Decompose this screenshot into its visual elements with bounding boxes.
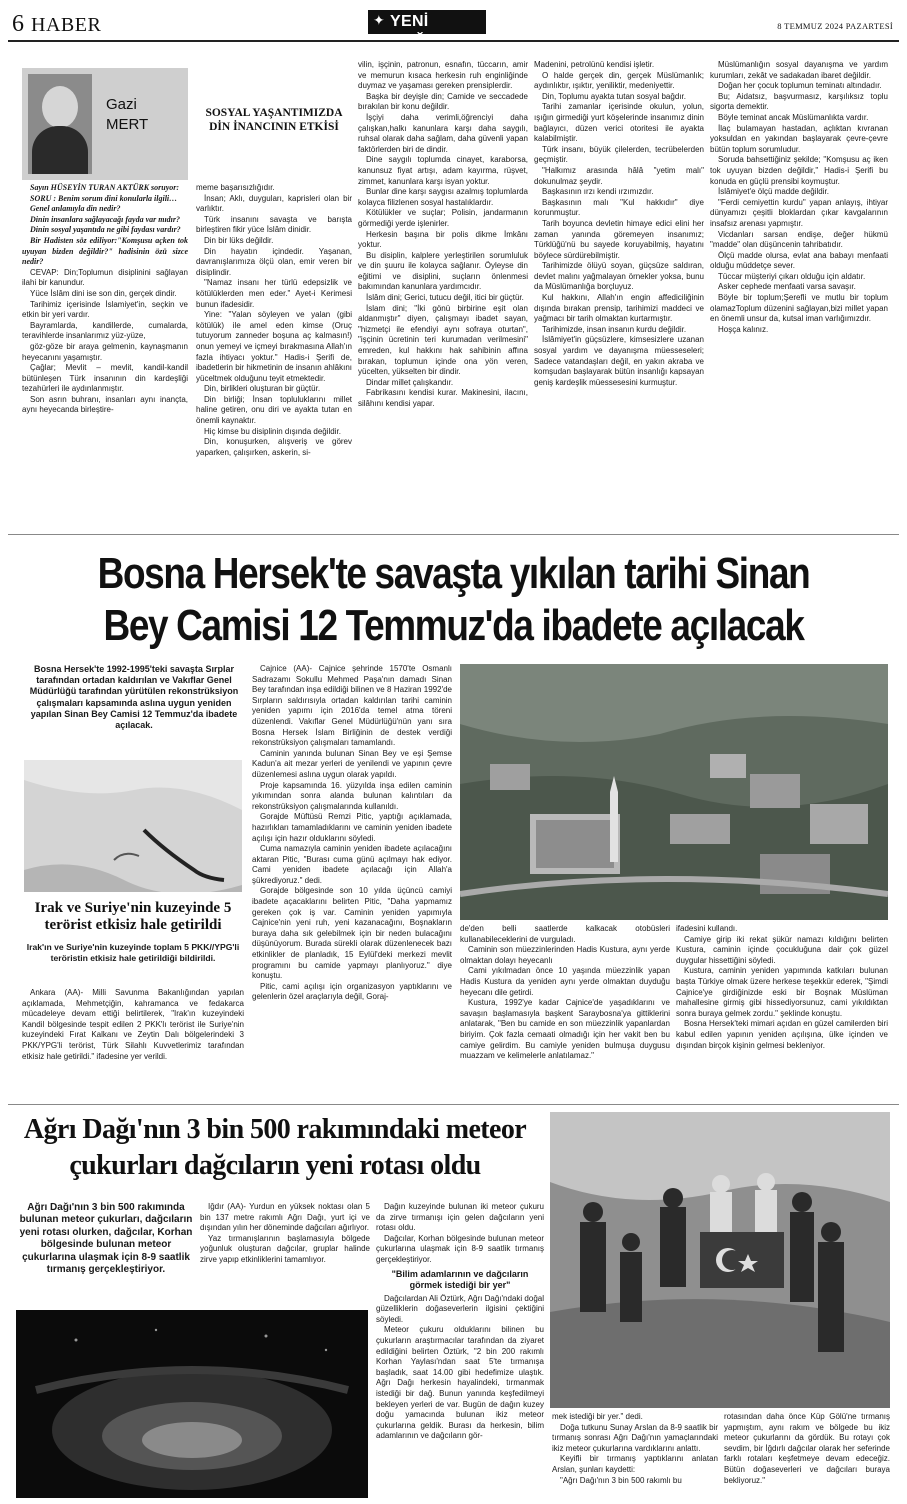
agri-headline-line2: çukurları dağcıların yeni rotası oldu bbox=[69, 1150, 481, 1181]
paragraph: Vicdanları sarsan endişe, değer hükmü "madde" olan düşüncenin tahribatıdır. bbox=[710, 229, 888, 250]
paragraph: Sayın HÜSEYİN TURAN AKTÜRK soruyor: bbox=[30, 183, 180, 192]
paragraph: CEVAP: Din;Toplumun disiplinini sağlayan ilahi bir kanundur. bbox=[22, 267, 188, 288]
section-divider bbox=[8, 534, 899, 535]
paragraph: Pitic, cami açılışı için organizasyon yaptıklarını ve gelenlerin özel araçlarıyla değil, Goraj- bbox=[252, 981, 452, 1002]
paragraph: meme başarısızlığıdır. bbox=[196, 183, 275, 192]
author-box bbox=[22, 68, 188, 180]
paragraph: Bayramlarda, kandillerde, cumalarda, teravihlerde insanlarımız yüz-yüze, bbox=[22, 320, 188, 341]
column-title-line2: DİN İNANCININ ETKİSİ bbox=[209, 121, 339, 133]
paragraph: Son asrın buhranı, insanları aynı inançta, aynı heyecanda birleştire- bbox=[22, 394, 188, 415]
meteor-crater-night-image bbox=[16, 1310, 368, 1498]
meteor-crater-photo bbox=[16, 1310, 368, 1498]
bosnia-headline bbox=[79, 548, 827, 652]
paragraph: Dağın kuzeyinde bulunan iki meteor çukuru da zirve tırmanışı için gelen dağcıların yeni rotası oldu. bbox=[376, 1202, 544, 1233]
paragraph: Fabrikasını kendisi kurar. Makinesini, ilacını, silâhını kendisi yapar. bbox=[358, 388, 528, 408]
paragraph: Dine saygılı toplumda cinayet, karaborsa, kanunsuz fiyat artışı, adam kayırma, rüşvet, zimmet, kanunlara karşı isyan yoktur. bbox=[358, 155, 528, 186]
paragraph: Bunlar dine karşı saygısı azalmış toplumlarda kolayca filizlenen sosyal hastalıklardır. bbox=[358, 187, 528, 207]
paragraph: Dinin insanlara sağlayacağı fayda var mıdır? bbox=[30, 214, 181, 224]
irak-body bbox=[22, 988, 244, 1098]
paragraph: İşçiyi daha verimli,öğrenciyi daha çalışkan,halkı kanunlara karşı daha saygılı, ruhsal olarak daha sağlam, daha güvenli yapan faktörlerden biri de dindir. bbox=[358, 112, 528, 154]
paragraph: Caminin son müezzinlerinden Hadis Kustura, aynı yerde olmaktan dolayı heyecanlı bbox=[460, 945, 670, 965]
paragraph: Yüce İslâm dini ise son din, gerçek dindir. bbox=[30, 288, 177, 298]
paragraph: Dinin sosyal yaşantıda ne gibi faydası vardır? bbox=[30, 225, 181, 235]
paragraph: Kötülükler ve suçlar; Polisin, jandarmanın görmediği yerde işlenirler. bbox=[358, 208, 528, 228]
paragraph: Tarihi zamanlar içerisinde okulun, yolun, ışığın girmediği yurt köşelerinde insanımız dinin bağlayıcı, düzen verici otoritesi ile ayakta kalabilmiştir. bbox=[534, 102, 704, 144]
paragraph: "Namaz insanı her türlü edepsizlik ve kötülüklerden men eder." Ayet-i Kerimesi bunun ifadesidir. bbox=[196, 278, 352, 309]
paragraph: Başka bir deyişle din; Camide ve seccadede bırakılan bir konu değildir. bbox=[358, 91, 528, 112]
paragraph: rotasından daha önce Küp Gölü'ne tırmanış yapmıştım, aynı rakım ve bölgede bu ikiz meteor çukurlarını da gördük. Bu rotayı çok sevdim, bir İğdırlı dağcılar olarak her seferinde farklı rotaları keşfetmeye devam edeceğiz. Bütün doğaseverleri ve dağcıları buraya bekliyoruz." bbox=[724, 1412, 890, 1485]
bosnia-col-b2 bbox=[676, 924, 888, 1098]
paragraph: İlaç bulamayan hastadan, açlıktan kıvranan yoksuldan en yakından başlayarak çevre-çevre bütün toplum sorumludur. bbox=[710, 123, 888, 154]
column-text-col5 bbox=[710, 60, 888, 526]
paragraph: İslâmiyet'in güçsüzlere, kimsesizlere uzanan sosyal yardım ve dayanışma müesseseleri; Sadece vatandaşları değil, en yakın akraba ve komşudan başlayarak bütün insanlığı kapsayan geniş kardeşlik müessesesini kurmuştur. bbox=[534, 335, 704, 387]
author-first-name: Gazi bbox=[106, 96, 137, 113]
column-text-col3 bbox=[358, 60, 528, 526]
logo-emblem-icon: ✦ bbox=[373, 14, 385, 29]
issue-date: 8 TEMMUZ 2024 PAZARTESİ bbox=[777, 21, 893, 31]
bosnia-headline-line2: Bey Camisi 12 Temmuz'da ibadete açılacak bbox=[103, 601, 804, 650]
page-header bbox=[0, 0, 907, 40]
paragraph: Tarihimizde, insan insanın kurdu değildir. bbox=[542, 324, 687, 334]
paragraph: Yaz tırmanışlarının başlamasıyla bölgede yoğunluk oluşturan dağcılar, gruplar halinde zirve yapıp etkinliklerini tamamlıyor. bbox=[200, 1233, 370, 1264]
snow-terrain-image bbox=[24, 760, 242, 892]
paragraph: Cami yıkılmadan önce 10 yaşında müezzinlik yapan Hadis Kustura da yeniden aynı yerde olmaktan duyduğu heyecanı dile getirdi. bbox=[460, 966, 670, 997]
paragraph: İslâmiyet'e ölçü madde değildir. bbox=[718, 187, 829, 197]
paragraph: Iğdır (AA)- Yurdun en yüksek noktası olan 5 bin 137 metre rakımlı Ağrı Dağı, yurt içi ve dışından yılın her döneminde dağcıları ağırlıyor. bbox=[200, 1202, 370, 1233]
paragraph: Ankara (AA)- Milli Savunma Bakanlığından yapılan açıklamada, Mehmetçiğin, kahramanca ve fedakarca mücadeleye devam ettiği belirtilerek, "Irak'ın kuzeyindeki Kandil bölgesinde tespit edilen 2 PKK'lı terörist ile Suriye'nin kuzeyindeki Fırat Kalkanı ve Zeytin Dalı bölgelerindeki 3 PKK/YPG'li terörist, Türk Silahlı Kuvvetlerimiz tarafından etkisiz hale getirildi." ifadesine yer verildi. bbox=[22, 988, 244, 1061]
paragraph: Din birliği; İnsan topluluklarını millet haline getiren, onu diri ve ayakta tutan en önemli kaynaktır. bbox=[196, 394, 352, 426]
agri-spot: Ağrı Dağı'nın 3 bin 500 rakımında bulunan meteor çukurları, dağcıların yeni rotası olurken, dağcılar, Korhan bölgesinde bulunan meteor çukurlarına ulaşmak için 8-9 saatlik tırmanış gerçekleştiriyor. bbox=[19, 1202, 193, 1276]
cajnice-town-aerial-image bbox=[460, 664, 888, 920]
paragraph: Böyle teminat ancak Müslümanlıkta vardır. bbox=[718, 112, 869, 122]
paragraph: İslam dini; "İki gönü birbirine eşit olan aldanmıştır" diyen, çalışmayı ibadet sayan, "hizmetçi ile efendiyi aynı sofraya oturtan", "işçinin ücretinin teri kurumadan verilmesini" emreden, kul hakkını hak sahibinin affına bırakan, toplumun içinde ona yön veren, yücelten, yükselten bir dindir. bbox=[358, 303, 528, 377]
page-number: 6 bbox=[12, 11, 24, 37]
paragraph: Bosna Hersek'teki mimari açıdan en güzel camilerden biri kabul edilen yapının yeniden açılışına, ülke içinden ve dışından birçok kişinin gelmesi bekleniyor. bbox=[676, 1019, 888, 1050]
paragraph: Yine: "Yalan söyleyen ve yalan (gibi kötülük) ile amel eden kimse (Oruç tutuyorum zanneder boşuna aç kalmasın!) onun yemeyi ve içmeyi bırakmasına Allah'ın fazla ihtiyacı yoktur." Hadis-i Şerifi de, ibadetlerin bir hikmetinin de insanın ahlâkını yüceltmek olduğunu teyit etmektedir. bbox=[196, 310, 352, 383]
paragraph: ifadesini kullandı. bbox=[676, 924, 738, 933]
agri-col-b bbox=[376, 1202, 544, 1502]
mosque-photo bbox=[460, 664, 888, 920]
bosnia-col-mid bbox=[252, 664, 452, 1098]
paragraph: Herkesin başına bir polis dikme İmkânı yoktur. bbox=[358, 229, 528, 250]
climbers-photo bbox=[550, 1112, 890, 1408]
header-rule bbox=[8, 40, 899, 42]
paragraph: Müslümanlığın sosyal dayanışma ve yardım kurumları, zekât ve sadakadan ibaret değildir. bbox=[710, 60, 888, 80]
paragraph: Böyle bir toplum;Şerefli ve mutlu bir toplum olamazToplum düzenini sağlayan,bizi millet yapan en önemli unsur da, kutsal iman varlığımızdır. bbox=[710, 293, 888, 324]
column-text-col1 bbox=[22, 183, 188, 526]
climbers-with-flag-image bbox=[550, 1112, 890, 1408]
agri-headline-line1: Ağrı Dağı'nın 3 bin 500 rakımındaki meteor bbox=[23, 1114, 527, 1145]
paragraph: Tarih boyunca devletin himaye edici elini her zaman yanında göremeyen insanımız; Türklüğü'nü bu sayede koruyabilmiş, hayatını böylece sürdürebilmiştir. bbox=[534, 218, 704, 260]
paragraph: Proje kapsamında 16. yüzyılda inşa edilen caminin yıkımından sonra alanda bulunan kalıntıları da rekonstrüksiyon çalışmalarında kullanıldı. bbox=[252, 780, 452, 811]
paragraph: Bir Hadisten söz ediliyor:"Komşusu açken tok uyuyan bizden değildir?" hadisinin özü sizce nedir? bbox=[22, 235, 188, 267]
bosnia-col-b1 bbox=[460, 924, 670, 1098]
paragraph: Asker cephede menfaati varsa savaşır. bbox=[718, 282, 856, 292]
irak-headline: Irak ve Suriye'nin kuzeyinde 5 terörist etkisiz hale getirildi bbox=[34, 900, 232, 933]
paragraph: Gorajde Müftüsü Remzi Pitic, yaptığı açıklamada, hazırlıkları tamamladıklarını ve caminin yeniden ibadete açılışı için hazır olduklarını söyledi. bbox=[252, 812, 452, 843]
paragraph: Kustura, 1992'ye kadar Cajnice'de yaşadıklarını ve savaşın başlamasıyla başkent Saraybosna'ya gittiklerini anlatarak, "Ben bu camide en son müezzinlik yapanlardan biriyim. Çok fazla cemaati olmadığı için her vakit ben bu camiye gelirdim. Bu camiyle yeniden bulmuşa duygusu muazzam ve kelimelerle anlatılamaz." bbox=[460, 998, 670, 1061]
paragraph: Hoşça kalınız. bbox=[718, 324, 769, 334]
paragraph: SORU : Benim sorum dini konularla ilgili… bbox=[30, 193, 178, 203]
paragraph: İslâm dini; Gerici, tutucu değil, itici bir güçtür. bbox=[366, 293, 524, 303]
paragraph: Keyifli bir tırmanış yaptıklarını anlatan Arslan, şunları kaydetti: bbox=[552, 1454, 718, 1474]
paragraph: Doğa tutkunu Sunay Arslan da 8-9 saatlik bir tırmanış sonrası Ağrı Dağı'nın yamaçlarındaki ikiz meteor çukurlarına vardıklarını anlattı. bbox=[552, 1422, 718, 1453]
column-text-col4 bbox=[534, 60, 704, 526]
agri-headline bbox=[8, 1112, 542, 1184]
paragraph: Ölçü madde olursa, evlat ana babayı menfaati olduğu müddetçe sever. bbox=[710, 250, 888, 271]
column-text-col2 bbox=[196, 183, 352, 526]
paragraph: İnsan; Aklı, duyguları, kaprisleri olan bir varlıktır. bbox=[196, 193, 352, 214]
agri-col-d bbox=[724, 1412, 890, 1502]
paragraph: Din, konuşurken, alışveriş ve görev yaparken, çalışırken, askerin, si- bbox=[196, 437, 352, 457]
paragraph: Dağcılardan Ali Öztürk, Ağrı Dağı'ndaki doğal güzelliklerin doğaseverlerin ilgisini çektiğini söyledi. bbox=[376, 1293, 544, 1324]
paragraph: Dindar millet çalışkandır. bbox=[366, 377, 454, 387]
paragraph: O halde gerçek din, gerçek Müslümanlık; aydınlıktır, ışıktır, yeniliktir, medeniyettir. bbox=[534, 70, 704, 91]
agri-subhead: "Bilim adamlarının ve dağcıların görmek istediği bir yer" bbox=[391, 1268, 529, 1290]
bosnia-headline-line1: Bosna Hersek'te savaşta yıkılan tarihi Sinan bbox=[97, 549, 810, 598]
paragraph: Camiye girip iki rekat şükür namazı kıldığını belirten Kustura, caminin içinde çocukluğuna dair çok güzel duygular hissettiğini söyledi. bbox=[676, 934, 888, 965]
paragraph: Türk insanı, büyük çilelerden, tecrübelerden geçmiştir. bbox=[534, 144, 704, 165]
paragraph: Cajnice (AA)- Cajnice şehrinde 1570'te Osmanlı Sadrazamı Sokullu Mehmed Paşa'nın damadı Sinan Bey tarafından inşa edildiği bilinen ve 8 Haziran 1992'de Sırpların saldırısıyla ortadan kaldırılan tarihi caminin yeniden yapımı için 2016'da temel atma töreni düzenlendi. Vakıflar Genel Müdürlüğü'nün yanı sıra Bosna Hersek İslam Birliğinin de destek verdiği rekonstrüksiyon çalışmaları tamamlandı. bbox=[252, 664, 452, 748]
paragraph: Soruda bahsettiğiniz şekilde; "Komşusu aç iken tok uyuyan bizden değildir," Hadis-i Şerifi bu konuda en güçlü prensibi koymuştur. bbox=[710, 155, 888, 186]
paragraph: "Halkımız arasında hâlâ "yetim malı" dokunulmaz şeydir. bbox=[534, 165, 704, 186]
column-title bbox=[196, 106, 352, 134]
paragraph: Din, Toplumu ayakta tutan sosyal bağdır. bbox=[542, 91, 686, 101]
paragraph: Hiç kimse bu disiplinin dışında değildir. bbox=[204, 426, 341, 436]
paragraph: Din bir lüks değildir. bbox=[204, 235, 274, 245]
paragraph: Din hayatın içindedir. Yaşanan, davranışlarımıza ölçü olan, emir veren bir disiplindir. bbox=[196, 246, 352, 277]
agri-col-a bbox=[200, 1202, 370, 1306]
paragraph: "Ferdi cemiyettin kurdu" yapan anlayış, ihtiyar dünyamızı çeşitli bloklardan çıkar kavgalarının insafsız arenası yapmıştır. bbox=[710, 197, 888, 228]
paragraph: mek istediği bir yer." dedi. bbox=[552, 1412, 643, 1421]
paragraph: vilin, işçinin, patronun, esnafın, tüccarın, amir ve memurun kısaca herkesin ruh enginliğinde duymaz ve yaşaması gereken prensiplerdir. bbox=[358, 60, 528, 91]
irak-photo bbox=[24, 760, 242, 892]
paragraph: Başkasının ırzı kendi ırzımızdır. bbox=[542, 187, 654, 197]
agri-col-c bbox=[552, 1412, 718, 1502]
paragraph: Bu; Aidatsız, başvurmasız, karşılıksız toplu sigorta demektir. bbox=[710, 91, 888, 112]
paragraph: Meteor çukuru olduklarını bilinen bu çukurların araştırmacılar tarafından da ziyaret edildiğini belirten Öztürk, "2 bin 200 rakımlı Korhan Yaylası'ndan saat 5'te tırmanışa başladık, saat 14.00 gibi hedefimize ulaştık. Ağrı Dağı herkesin hayalindeki, tırmanmak istediği bir dağ. Bunun yanında keşfedilmeyi bekleyen yerleri de var. Bugün de dağın kuzey doğu yamacında bulunan ikiz meteor çukurlarına geldik. Burası da herkesin, bilim adamlarının ve dağcıların gör- bbox=[376, 1325, 544, 1441]
paragraph: Tarihimizde ölüyü soyan, güçsüze saldıran, devlet malını yağmalayan örnekler yoksa, bunu da Müslümanlığa borçluyuz. bbox=[534, 261, 704, 292]
newspaper-logo bbox=[368, 10, 486, 34]
paragraph: Kustura, caminin yeniden yapımında katkıları bulunan başta Türkiye olmak üzere herkese teşekkür ederek, "Şimdi Cajnice'ye girdiğinizde eski bir Boşnak Müslüman mahallesine girmiş gibi hissediyorsunuz, cami yıkıldıktan sonra buraya gelmek zordu." şeklinde konuştu. bbox=[676, 966, 888, 1018]
paragraph: Genel anlamıyla din nedir? bbox=[30, 204, 121, 214]
paragraph: Cuma namazıyla caminin yeniden ibadete açılacağını aktaran Pitic, "Burası cuma günü açılmayı hak ediyor. Cami yeniden ibadete açılacağı için Allah'a şükrediyoruz." dedi. bbox=[252, 844, 452, 885]
author-last-name: MERT bbox=[106, 116, 149, 133]
paragraph: Gorajde bölgesinde son 10 yılda üçüncü camiyi ibadete açacaklarını belirten Pitic, "Daha yapmamız gereken çok iş var. Caminin yeniden yapımıyla Cajnice'nin yeni ruh, yeni kazanacağını, Boşnakların buraya daha sık gelebilmek için bir neden bulacağını düşünüyorum. Burada sürekli olarak düzenlenecek bazı etkinlikler de planladık, 15 Eylül'deki merkezi mevlit programını bu camide yapmayı planlıyoruz." diye konuştu. bbox=[252, 886, 452, 981]
bosnia-spot: Bosna Hersek'te 1992-1995'teki savaşta Sırplar tarafından ortadan kaldırılan ve Vakıflar Genel Müdürlüğü tarafından yürütülen rekonstrüksiyon çalışmaları kapsamında aslına uygun yeniden yapılan Sinan Bey Camisi 12 Temmuz'da ibadete açılacak. bbox=[29, 664, 239, 731]
irak-spot: Irak'ın ve Suriye'nin kuzeyinde toplam 5 PKK//YPG'li teröristin etkisiz hale getirildiği bildirildi. bbox=[26, 942, 240, 963]
paragraph: Dağcılar, Korhan bölgesinde bulunan meteor çukurlarına ulaşmak için 8-9 saatlik tırmanış gerçekleştiriyor. bbox=[376, 1233, 544, 1264]
paragraph: Din, birlikleri oluşturan bir güçtür. bbox=[204, 384, 321, 394]
paragraph: Kul hakkını, Allah'ın engin affediciliğinin dışında bırakan prensip, tarihimizi maddeci ve yağmacı bir tarih olmaktan kurtarmıştır. bbox=[534, 293, 704, 324]
paragraph: Bu disiplin, kalplere yerleştirilen sorumluluk ve din şuuru ile kolayca sağlanır. Öyleyse din eğitimi ve disiplini, suçların önlenmesi bakımından kanunlara yardımcıdır. bbox=[358, 250, 528, 292]
section-divider bbox=[8, 1104, 899, 1105]
paragraph: de'den belli saatlerde kalkacak otobüsleri kullanabileceklerini de vurguladı. bbox=[460, 924, 670, 944]
logo-text: YENİ bbox=[390, 13, 429, 30]
paragraph: Caminin yanında bulunan Sinan Bey ve eşi Şemse Kadun'a ait mezar yerleri de yenilendi ve yapının çevre düzenlemesi aslına uygun olarak yapıldı. bbox=[252, 748, 452, 779]
paragraph: Madenini, petrolünü kendisi işletir. bbox=[534, 60, 655, 69]
section-title: HABER bbox=[31, 14, 102, 36]
paragraph: Başkasının malı "Kul hakkıdır" diye korunmuştur. bbox=[534, 197, 704, 218]
paragraph: göz-göze bir araya gelmenin, kaynaşmanın heyecanını yaşamıştır. bbox=[22, 341, 188, 362]
column-title-line1: SOSYAL YAŞANTIMIZDA bbox=[205, 107, 343, 119]
paragraph: Türk insanını savaşta ve barışta birleştiren fikir yüce İslâm dinidir. bbox=[196, 214, 352, 235]
paragraph: "Ağrı Dağı'nın 3 bin 500 rakımlı bu bbox=[560, 1475, 682, 1485]
paragraph: Tüccar müşteriyi çıkarı olduğu için aldatır. bbox=[718, 271, 866, 281]
paragraph: Çağlar; Mevlit – mevlit, kandil-kandil bütünleşen Türk insanının din kardeşliği tezahürleri ile aydınlanmıştır. bbox=[22, 363, 188, 394]
paragraph: Tarihimiz içerisinde İslamiyet'in, seçkin ve etkin bir yeri vardır. bbox=[22, 299, 188, 320]
paragraph: Doğan her çocuk toplumun teminatı altındadır. bbox=[718, 81, 882, 91]
author-photo bbox=[28, 74, 92, 174]
